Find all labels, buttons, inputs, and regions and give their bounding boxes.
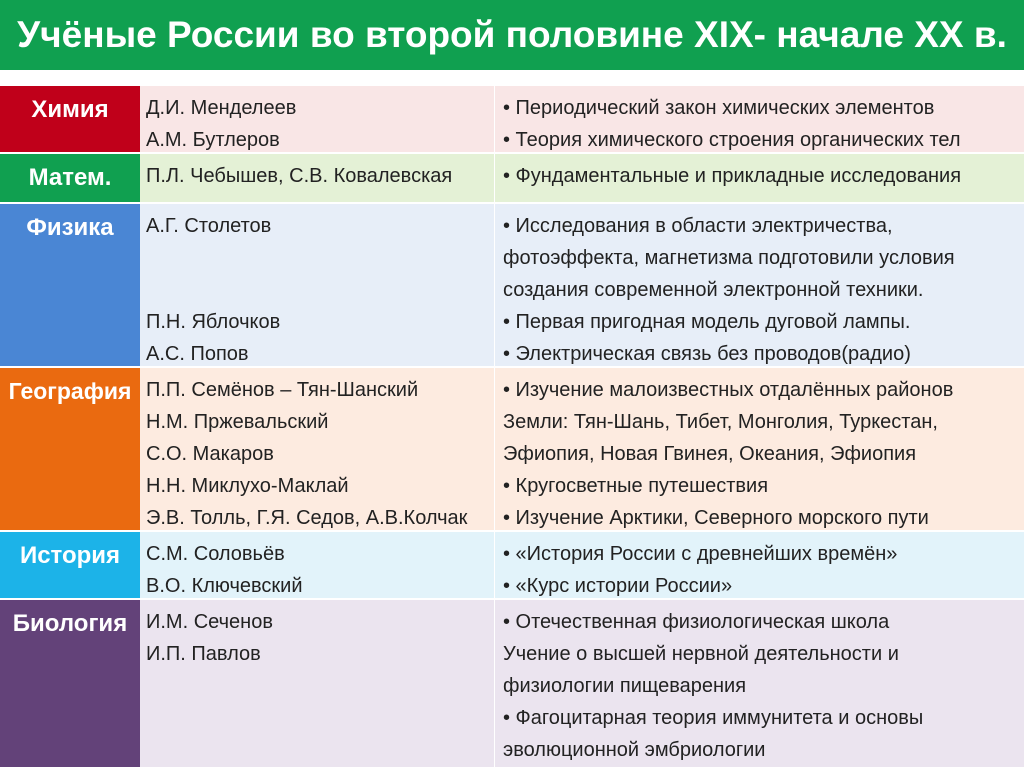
achievements-cell	[495, 154, 1024, 202]
scientist-name	[146, 274, 494, 306]
scientists-cell	[140, 204, 495, 366]
scientist-name: А.М. Бутлеров	[146, 129, 280, 151]
achievement-text: • Фагоцитарная теория иммунитета и основы	[503, 707, 924, 729]
achievement-text: • Исследования в области электричества,	[503, 215, 893, 237]
page-title: Учёные России во второй половине XIX- начале XX в.	[0, 0, 1024, 70]
achievements-cell	[495, 204, 1024, 366]
scientists-cell	[140, 86, 495, 152]
achievement-text: • Отечественная физиологическая школа	[503, 611, 890, 633]
category-label: Химия	[0, 86, 140, 152]
scientist-name: И.П. Павлов	[146, 643, 261, 665]
achievement-text: • «История России с древнейших времён»	[503, 543, 898, 565]
scientist-name: Н.Н. Миклухо-Маклай	[146, 475, 349, 497]
scientist-name: П.Н. Яблочков	[146, 311, 281, 333]
achievement-text: Эфиопия, Новая Гвинея, Океания, Эфиопия	[503, 443, 917, 465]
achievement-text: • Изучение Арктики, Северного морского пути	[503, 507, 929, 529]
achievement-text: • Первая пригодная модель дуговой лампы.	[503, 311, 911, 333]
achievement-text: эволюционной эмбриологии	[503, 739, 766, 761]
achievement-text: Земли: Тян-Шань, Тибет, Монголия, Туркестан,	[503, 411, 938, 433]
achievement-text: • Кругосветные путешествия	[503, 475, 769, 497]
table-row	[0, 86, 1024, 152]
scientist-name: П.Л. Чебышев, С.В. Ковалевская	[146, 165, 453, 187]
achievement-text: • Фундаментальные и прикладные исследования	[503, 165, 962, 187]
achievement-text: • Изучение малоизвестных отдалённых районов	[503, 379, 954, 401]
table-row	[0, 154, 1024, 202]
scientists-cell	[140, 532, 495, 598]
scientist-name	[146, 242, 494, 274]
category-label: История	[0, 532, 140, 598]
achievement-text: Учение о высшей нервной деятельности и	[503, 643, 899, 665]
category-label: Физика	[0, 204, 140, 366]
scientist-name: И.М. Сеченов	[146, 611, 273, 633]
scientist-name: А.Г. Столетов	[146, 215, 272, 237]
achievement-text: фотоэффекта, магнетизма подготовили условия	[503, 247, 955, 269]
scientist-name: Н.М. Пржевальский	[146, 411, 329, 433]
achievement-text: • Электрическая связь без проводов(радио)	[503, 343, 911, 365]
table-row	[0, 532, 1024, 598]
scientist-name: В.О. Ключевский	[146, 575, 303, 597]
achievements-cell	[495, 86, 1024, 152]
category-label: Матем.	[0, 154, 140, 202]
scientist-name: Д.И. Менделеев	[146, 97, 297, 119]
achievement-text: физиологии пищеварения	[503, 675, 747, 697]
scientists-cell	[140, 600, 495, 767]
scientist-name: А.С. Попов	[146, 343, 249, 365]
table-row	[0, 204, 1024, 366]
table-row	[0, 600, 1024, 767]
scientist-name: Э.В. Толль, Г.Я. Седов, А.В.Колчак	[146, 507, 468, 529]
achievements-cell	[495, 532, 1024, 598]
achievement-text: • «Курс истории России»	[503, 575, 733, 597]
achievement-text: • Теория химического строения органических тел	[503, 129, 961, 151]
table-row	[0, 368, 1024, 530]
category-label: Биология	[0, 600, 140, 767]
scientist-name: С.М. Соловьёв	[146, 543, 285, 565]
scientist-name: П.П. Семёнов – Тян-Шанский	[146, 379, 419, 401]
category-label: География	[0, 368, 140, 530]
scientist-name: С.О. Макаров	[146, 443, 274, 465]
scientists-cell	[140, 368, 495, 530]
achievement-text: создания современной электронной техники.	[503, 279, 924, 301]
achievements-cell	[495, 368, 1024, 530]
achievement-text: • Периодический закон химических элементов	[503, 97, 935, 119]
achievements-cell	[495, 600, 1024, 767]
scientists-cell	[140, 154, 495, 202]
